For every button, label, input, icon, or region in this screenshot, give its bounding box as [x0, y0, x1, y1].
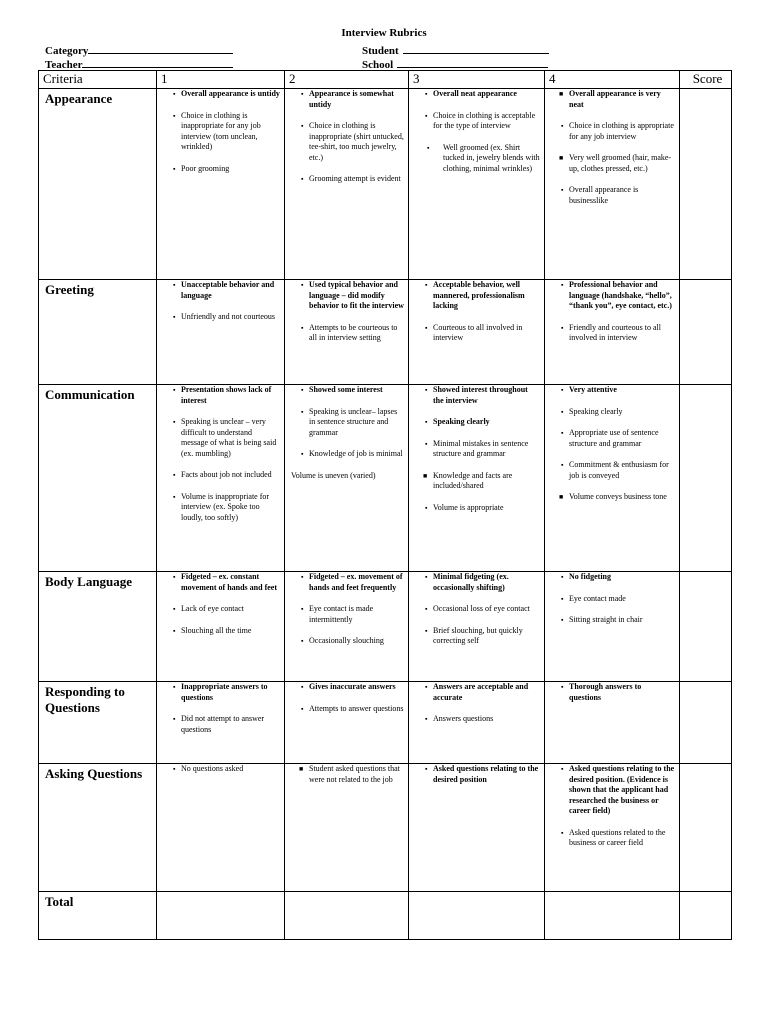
level-2-cell [285, 89, 409, 280]
category-blank[interactable] [88, 43, 233, 54]
descriptor-item: ▪ Used typical behavior and language – did modify behavior to fit the interview [285, 280, 404, 312]
descriptor-item: ▪ Speaking clearly [409, 417, 540, 428]
descriptor-item: ▪ Lack of eye contact [157, 604, 280, 615]
level-4-cell [545, 682, 680, 764]
descriptor-list [545, 572, 679, 626]
header-level-1: 1 [157, 71, 285, 89]
descriptor-item: ▪ Occasional loss of eye contact [409, 604, 540, 615]
descriptor-item: ▪ Brief slouching, but quickly correcting self [409, 626, 540, 647]
level-1-cell [157, 764, 285, 892]
descriptor-item: ▪ Fidgeted – ex. movement of hands and feet frequently [285, 572, 404, 593]
criteria-cell: Responding to Questions [39, 682, 157, 764]
descriptor-list [285, 572, 408, 647]
criteria-cell: Body Language [39, 572, 157, 682]
descriptor-item: ▪ Well groomed (ex. Shirt tucked in, jewelry blends with clothing, minimal wrinkles) [409, 143, 540, 175]
descriptor-item: ▪ Facts about job not included [157, 470, 280, 481]
descriptor-item: ■ Volume conveys business tone [545, 492, 675, 503]
level-3-cell [409, 385, 545, 572]
rubric-row [39, 385, 732, 572]
descriptor-item: ▪ Acceptable behavior, well mannered, professionalism lacking [409, 280, 540, 312]
score-cell[interactable] [680, 385, 732, 572]
descriptor-list [285, 385, 408, 481]
school-field[interactable] [362, 57, 548, 71]
descriptor-list [545, 280, 679, 344]
descriptor-item: ▪ Occasionally slouching [285, 636, 404, 647]
descriptor-item: ▪ Overall neat appearance [409, 89, 540, 100]
level-4-cell [545, 280, 680, 385]
descriptor-item: ▪ Courteous to all involved in interview [409, 323, 540, 344]
teacher-label: Teacher [45, 59, 83, 71]
level-4-cell [545, 892, 680, 940]
document-title: Interview Rubrics [341, 27, 427, 39]
rubric-row [39, 892, 732, 940]
descriptor-item: ▪ Overall appearance is untidy [157, 89, 280, 100]
descriptor-list [157, 682, 284, 735]
teacher-blank[interactable] [82, 57, 233, 68]
descriptor-item: ▪ Slouching all the time [157, 626, 280, 637]
descriptor-item: ▪ Eye contact is made intermittently [285, 604, 404, 625]
header-criteria: Criteria [39, 71, 157, 89]
student-field[interactable] [362, 43, 549, 57]
header-row [39, 71, 732, 89]
descriptor-item: ▪ Answers questions [409, 714, 540, 725]
level-4-cell [545, 764, 680, 892]
descriptor-item: ▪ Minimal fidgeting (ex. occasionally shifting) [409, 572, 540, 593]
criteria-cell: Total [39, 892, 157, 940]
level-1-cell [157, 682, 285, 764]
level-1-cell [157, 385, 285, 572]
descriptor-item: ▪ Poor grooming [157, 164, 280, 175]
level-3-cell [409, 682, 545, 764]
level-3-cell [409, 892, 545, 940]
level-1-cell [157, 892, 285, 940]
descriptor-item: ■ Very well groomed (hair, make-up, clothes pressed, etc.) [545, 153, 675, 174]
descriptor-item: ▪ Presentation shows lack of interest [157, 385, 280, 406]
teacher-field[interactable] [45, 57, 233, 71]
descriptor-item: ▪ Unacceptable behavior and language [157, 280, 280, 301]
descriptor-list [157, 764, 284, 775]
level-4-cell [545, 385, 680, 572]
level-1-cell [157, 280, 285, 385]
descriptor-item: ▪ Answers are acceptable and accurate [409, 682, 540, 703]
descriptor-item: ▪ Choice in clothing is acceptable for the type of interview [409, 111, 540, 132]
descriptor-item: ▪ Did not attempt to answer questions [157, 714, 280, 735]
descriptor-list [409, 385, 544, 513]
criteria-cell: Greeting [39, 280, 157, 385]
descriptor-item: ▪ Asked questions related to the business or career field [545, 828, 675, 849]
criteria-cell: Appearance [39, 89, 157, 280]
descriptor-item: ▪ Gives inaccurate answers [285, 682, 404, 693]
descriptor-list [409, 280, 544, 344]
level-1-cell [157, 572, 285, 682]
descriptor-item: ▪ Professional behavior and language (handshake, “hello”, “thank you”, eye contact, etc.) [545, 280, 675, 312]
descriptor-item: ▪ Sitting straight in chair [545, 615, 675, 626]
descriptor-item: ▪ No questions asked [157, 764, 280, 775]
descriptor-item: ▪ Volume is inappropriate for interview (ex. Spoke too loudly, too softly) [157, 492, 280, 524]
score-cell[interactable] [680, 682, 732, 764]
category-label: Category [45, 45, 89, 57]
descriptor-item: ■ Overall appearance is very neat [545, 89, 675, 110]
descriptor-item: ▪ Overall appearance is businesslike [545, 185, 675, 206]
rubric-row [39, 572, 732, 682]
level-2-cell [285, 385, 409, 572]
header-level-2: 2 [285, 71, 409, 89]
descriptor-list [157, 280, 284, 323]
header-level-4: 4 [545, 71, 680, 89]
level-2-cell [285, 764, 409, 892]
score-cell[interactable] [680, 764, 732, 892]
student-blank[interactable] [403, 43, 549, 54]
descriptor-list [545, 682, 679, 703]
descriptor-list [285, 89, 408, 185]
descriptor-item: ■ Knowledge and facts are included/shared [409, 471, 540, 492]
student-label: Student [362, 45, 399, 57]
descriptor-list [157, 89, 284, 174]
level-3-cell [409, 89, 545, 280]
descriptor-item: ▪ Asked questions relating to the desired position [409, 764, 540, 785]
descriptor-item: ▪ Choice in clothing is appropriate for any job interview [545, 121, 675, 142]
descriptor-item: Volume is uneven (varied) [291, 470, 376, 480]
descriptor-list [285, 280, 408, 344]
descriptor-item: ▪ Showed interest throughout the interview [409, 385, 540, 406]
descriptor-item: ▪ Very attentive [545, 385, 675, 396]
descriptor-item: ▪ Attempts to be courteous to all in interview setting [285, 323, 404, 344]
descriptor-item: ▪ Appropriate use of sentence structure and grammar [545, 428, 675, 449]
descriptor-item: ▪ Speaking is unclear – very difficult to understand message of what is being said (ex. mumbling) [157, 417, 280, 459]
descriptor-list [545, 764, 679, 849]
descriptor-item: ▪ Eye contact made [545, 594, 675, 605]
descriptor-item: ▪ Grooming attempt is evident [285, 174, 404, 185]
level-2-cell [285, 280, 409, 385]
category-field[interactable] [45, 43, 233, 57]
criteria-cell: Communication [39, 385, 157, 572]
descriptor-list [409, 764, 544, 785]
level-2-cell [285, 572, 409, 682]
rubric-table [38, 70, 732, 940]
level-3-cell [409, 764, 545, 892]
score-cell[interactable] [680, 280, 732, 385]
descriptor-item: ▪ Choice in clothing is inappropriate (shirt untucked, tee-shirt, too much jewelry, etc.) [285, 121, 404, 163]
descriptor-item: ▪ Speaking clearly [545, 407, 675, 418]
level-4-cell [545, 572, 680, 682]
descriptor-item: ▪ Volume is appropriate [409, 503, 540, 514]
level-1-cell [157, 89, 285, 280]
school-blank[interactable] [397, 57, 548, 68]
descriptor-item: ▪ Attempts to answer questions [285, 704, 404, 715]
descriptor-item: ▪ Unfriendly and not courteous [157, 312, 280, 323]
descriptor-list [157, 385, 284, 523]
level-2-cell [285, 892, 409, 940]
descriptor-list [157, 572, 284, 636]
score-cell[interactable] [680, 892, 732, 940]
header-score: Score [680, 71, 732, 89]
descriptor-list [285, 682, 408, 714]
descriptor-list [409, 89, 544, 174]
descriptor-item: ▪ Showed some interest [285, 385, 404, 396]
level-3-cell [409, 572, 545, 682]
descriptor-item: ■ Student asked questions that were not related to the job [285, 764, 404, 785]
descriptor-item: ▪ Fidgeted – ex. constant movement of hands and feet [157, 572, 280, 593]
school-label: School [362, 59, 394, 71]
descriptor-item: ▪ Minimal mistakes in sentence structure and grammar [409, 439, 540, 460]
descriptor-item: ▪ Knowledge of job is minimal [285, 449, 404, 460]
header-level-3: 3 [409, 71, 545, 89]
rubric-row [39, 682, 732, 764]
score-cell[interactable] [680, 572, 732, 682]
descriptor-item: ▪ No fidgeting [545, 572, 675, 583]
level-3-cell [409, 280, 545, 385]
descriptor-item: ▪ Thorough answers to questions [545, 682, 675, 703]
descriptor-list [545, 89, 679, 206]
rubric-row [39, 89, 732, 280]
rubric-body [39, 89, 732, 940]
level-2-cell [285, 682, 409, 764]
descriptor-list [285, 764, 408, 785]
descriptor-item: ▪ Asked questions relating to the desired position. (Evidence is shown that the applicant had researched the business or career field) [545, 764, 675, 817]
descriptor-item: ▪ Speaking is unclear– lapses in sentence structure and grammar [285, 407, 404, 439]
descriptor-item: ▪ Appearance is somewhat untidy [285, 89, 404, 110]
rubric-row [39, 280, 732, 385]
descriptor-list [409, 572, 544, 647]
descriptor-item: ▪ Commitment & enthusiasm for job is conveyed [545, 460, 675, 481]
descriptor-item: ▪ Inappropriate answers to questions [157, 682, 280, 703]
level-4-cell [545, 89, 680, 280]
descriptor-item: ▪ Choice in clothing is inappropriate for any job interview (torn unclean, wrinkled) [157, 111, 280, 153]
criteria-cell: Asking Questions [39, 764, 157, 892]
descriptor-list [545, 385, 679, 503]
score-cell[interactable] [680, 89, 732, 280]
descriptor-list [409, 682, 544, 725]
rubric-row [39, 764, 732, 892]
descriptor-item: ▪ Friendly and courteous to all involved in interview [545, 323, 675, 344]
